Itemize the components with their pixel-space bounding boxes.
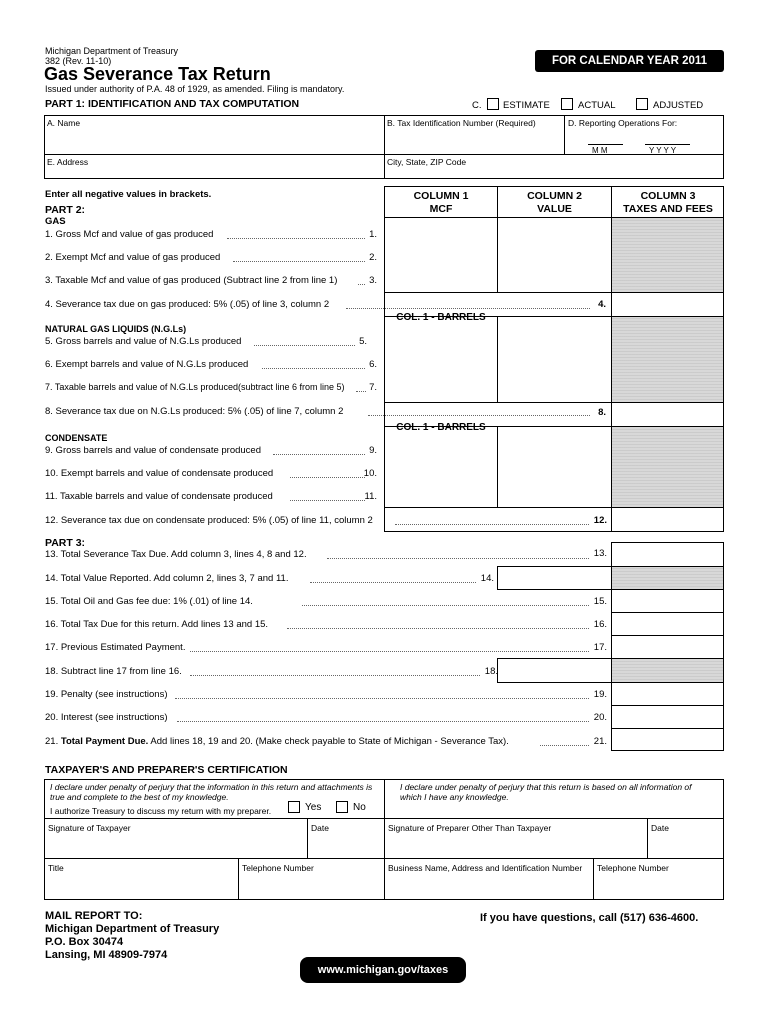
line5-number: 5.	[359, 336, 367, 347]
preparer-date-field[interactable]	[650, 834, 722, 856]
address-field[interactable]	[47, 166, 381, 178]
gas-value-cells[interactable]	[499, 219, 610, 291]
name-field[interactable]	[47, 128, 381, 152]
preparer-date-label: Date	[651, 823, 669, 833]
city-field[interactable]	[387, 166, 721, 178]
business-field[interactable]	[387, 874, 591, 898]
negative-note: Enter all negative values in brackets.	[45, 189, 212, 200]
line3-label: 3. Taxable Mcf and value of gas produced (Subtract line 2 from line 1)	[45, 275, 338, 286]
line20-number: 20.	[593, 712, 607, 723]
line20-label: 20. Interest (see instructions)	[45, 712, 168, 723]
line2-label: 2. Exempt Mcf and value of gas produced	[45, 252, 221, 263]
line6-number: 6.	[369, 359, 377, 370]
line20-field[interactable]	[613, 707, 723, 727]
address-label: E. Address	[47, 157, 89, 167]
authorize-no-checkbox[interactable]	[336, 801, 348, 813]
line16-field[interactable]	[613, 614, 723, 634]
line16-label: 16. Total Tax Due for this return. Add lines 13 and 15.	[45, 619, 269, 630]
line11-label: 11. Taxable barrels and value of condensate produced	[45, 491, 273, 502]
line4-field[interactable]	[613, 294, 723, 315]
line18-label: 18. Subtract line 17 from line 16.	[45, 666, 182, 677]
mail-address-line3: Lansing, MI 48909-7974	[45, 949, 168, 961]
year-field[interactable]	[645, 132, 690, 144]
condensate-heading: CONDENSATE	[45, 433, 108, 443]
line18-field[interactable]	[497, 658, 612, 683]
taxpayer-signature-label: Signature of Taxpayer	[48, 823, 131, 833]
reporting-label: D. Reporting Operations For:	[568, 118, 678, 128]
preparer-declaration: I declare under penalty of perjury that this return is based on all information of which I have any knowledge.	[400, 782, 692, 802]
business-label: Business Name, Address and Identification Number	[388, 863, 583, 873]
part1-title: PART 1: IDENTIFICATION AND TAX COMPUTATION	[45, 98, 300, 110]
taxpayer-date-label: Date	[311, 823, 329, 833]
preparer-phone-label: Telephone Number	[597, 863, 669, 873]
col3-subheader: TAXES AND FEES	[623, 203, 713, 215]
actual-label: ACTUAL	[578, 100, 616, 111]
line21-label: 21. Total Payment Due. Add lines 18, 19 and 20. (Make check payable to State of Michigan - Severance Tax).	[45, 736, 509, 747]
dept-name: Michigan Department of Treasury	[45, 46, 179, 56]
mail-address-line2: P.O. Box 30474	[45, 936, 124, 948]
line13-label: 13. Total Severance Tax Due. Add column 3, lines 4, 8 and 12.	[45, 549, 307, 560]
line16-number: 16.	[593, 619, 607, 630]
line14-label: 14. Total Value Reported. Add column 2, lines 3, 7 and 11.	[45, 573, 289, 584]
authority-note: Issued under authority of P.A. 48 of 1929, as amended. Filing is mandatory.	[45, 84, 345, 94]
website-banner[interactable]: www.michigan.gov/taxes	[300, 957, 466, 983]
col1-subheader: MCF	[429, 203, 453, 215]
taxpayer-signature-field[interactable]	[47, 834, 305, 856]
line6-label: 6. Exempt barrels and value of N.G.Ls produced	[45, 359, 249, 370]
gas-shaded-cells	[612, 218, 723, 292]
city-label: City, State, ZIP Code	[387, 157, 467, 167]
year-banner: FOR CALENDAR YEAR 2011	[535, 50, 724, 72]
mail-address-line1: Michigan Department of Treasury	[45, 923, 220, 935]
col1-header: COLUMN 1	[413, 190, 469, 202]
line21-number: 21.	[593, 736, 607, 747]
line1-number: 1.	[369, 229, 377, 240]
line2-number: 2.	[369, 252, 377, 263]
line14-number: 14.	[480, 573, 494, 584]
tin-field[interactable]	[387, 128, 561, 152]
preparer-signature-label: Signature of Preparer Other Than Taxpayer	[388, 823, 552, 833]
line9-label: 9. Gross barrels and value of condensate produced	[45, 445, 261, 456]
line13-field[interactable]	[613, 544, 723, 565]
line8-field[interactable]	[613, 404, 723, 425]
title-field[interactable]	[47, 874, 236, 898]
taxpayer-declaration: I declare under penalty of perjury that the information in this return and attachments is true and complete to the best of my knowledge.	[50, 782, 373, 802]
line17-label: 17. Previous Estimated Payment.	[45, 642, 186, 653]
page-title: Gas Severance Tax Return	[44, 64, 271, 84]
taxpayer-phone-field[interactable]	[241, 874, 382, 898]
year-label: Y Y Y Y	[649, 146, 677, 155]
name-label: A. Name	[47, 118, 81, 128]
line18-shaded	[612, 659, 723, 682]
line14-field[interactable]	[497, 566, 612, 590]
line5-label: 5. Gross barrels and value of N.G.Ls produced	[45, 336, 242, 347]
title-label: Title	[48, 863, 64, 873]
taxpayer-date-field[interactable]	[310, 834, 382, 856]
estimate-checkbox[interactable]	[487, 98, 499, 110]
ngl-heading: NATURAL GAS LIQUIDS (N.G.Ls)	[45, 324, 187, 334]
line17-field[interactable]	[613, 637, 723, 657]
gas-mcf-cells[interactable]	[386, 219, 496, 291]
ngl-barrels-header: COL. 1 - BARRELS	[396, 312, 486, 323]
month-field[interactable]	[588, 132, 623, 144]
authorize-yes-checkbox[interactable]	[288, 801, 300, 813]
line13-number: 13.	[593, 548, 607, 559]
condensate-value-cells[interactable]	[499, 428, 610, 506]
gas-heading: GAS	[45, 216, 66, 227]
line4-label: 4. Severance tax due on gas produced: 5% (.05) of line 3, column 2	[45, 299, 330, 310]
line15-field[interactable]	[613, 591, 723, 611]
adjusted-checkbox[interactable]	[636, 98, 648, 110]
line7-number: 7.	[369, 382, 377, 393]
part2-title: PART 2:	[45, 204, 86, 216]
adjusted-label: ADJUSTED	[653, 100, 704, 111]
form-number: 382 (Rev. 11-10)	[45, 56, 112, 66]
line12-field[interactable]	[613, 509, 723, 531]
questions-phone: If you have questions, call (517) 636-4600.	[480, 912, 699, 924]
line8-label: 8. Severance tax due on N.G.Ls produced: 5% (.05) of line 7, column 2	[45, 406, 344, 417]
col2-header: COLUMN 2	[527, 190, 582, 202]
part3-title: PART 3:	[45, 537, 86, 549]
actual-checkbox[interactable]	[561, 98, 573, 110]
taxpayer-phone-label: Telephone Number	[242, 863, 314, 873]
line15-label: 15. Total Oil and Gas fee due: 1% (.01) of line 14.	[45, 596, 253, 607]
line10-number: 10.	[363, 468, 377, 479]
line14-shaded	[612, 567, 723, 589]
line15-number: 15.	[593, 596, 607, 607]
line4-number: 4.	[598, 299, 606, 310]
authorize-text: I authorize Treasury to discuss my return with my preparer.	[50, 806, 272, 816]
line21-field[interactable]	[613, 730, 723, 750]
month-label: M M	[592, 146, 608, 155]
line12-label: 12. Severance tax due on condensate produced: 5% (.05) of line 11, column 2	[45, 515, 373, 526]
line18-number: 18.	[484, 666, 498, 677]
condensate-shaded-cells	[612, 427, 723, 507]
mail-to-heading: MAIL REPORT TO:	[45, 910, 143, 922]
certification-title: TAXPAYER'S AND PREPARER'S CERTIFICATION	[45, 764, 288, 776]
line19-number: 19.	[593, 689, 607, 700]
line7-label: 7. Taxable barrels and value of N.G.Ls produced(subtract line 6 from line 5)	[45, 382, 345, 392]
line11-number: 11.	[364, 491, 377, 502]
line8-number: 8.	[598, 407, 606, 418]
check-c-label: C.	[472, 100, 482, 111]
ngl-value-cells[interactable]	[499, 318, 610, 401]
tin-label: B. Tax Identification Number (Required)	[387, 118, 536, 128]
ngl-barrels-cells[interactable]	[386, 318, 496, 401]
line3-number: 3.	[369, 275, 377, 286]
estimate-label: ESTIMATE	[503, 100, 550, 111]
line17-number: 17.	[593, 642, 607, 653]
condensate-barrels-header: COL. 1 - BARRELS	[396, 422, 486, 433]
line1-label: 1. Gross Mcf and value of gas produced	[45, 229, 214, 240]
ngl-shaded-cells	[612, 317, 723, 402]
condensate-barrels-cells[interactable]	[386, 428, 496, 506]
preparer-phone-field[interactable]	[596, 874, 722, 898]
col2-subheader: VALUE	[537, 203, 572, 215]
preparer-signature-field[interactable]	[387, 834, 645, 856]
line19-field[interactable]	[613, 684, 723, 704]
line10-label: 10. Exempt barrels and value of condensate produced	[45, 468, 274, 479]
col3-header: COLUMN 3	[640, 190, 696, 202]
no-label: No	[353, 802, 366, 813]
line12-number: 12.	[593, 515, 607, 526]
yes-label: Yes	[305, 802, 322, 813]
line19-label: 19. Penalty (see instructions)	[45, 689, 168, 700]
line9-number: 9.	[369, 445, 377, 456]
